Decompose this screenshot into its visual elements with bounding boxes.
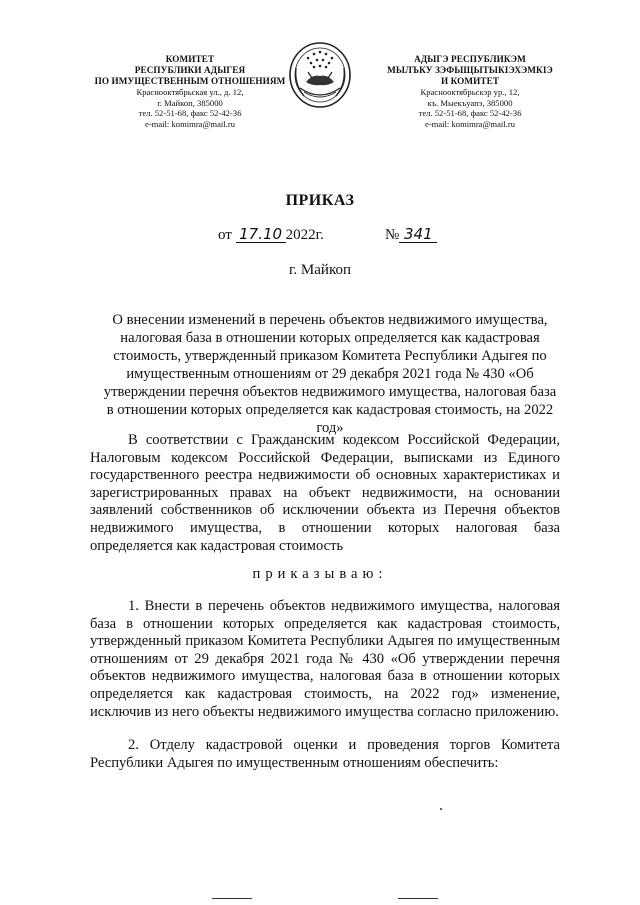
- date-year: 2022г.: [285, 227, 324, 243]
- number-prefix: №: [385, 227, 400, 243]
- header-right-addr-1: Краснооктябрьскэр ур., 12,: [420, 87, 520, 97]
- header-left-org-3: ПО ИМУЩЕСТВЕННЫМ ОТНОШЕНИЯМ: [94, 76, 286, 86]
- city: г. Майкоп: [288, 262, 352, 278]
- header-left-addr-3: тел. 52-51-68, факс 52-42-36: [138, 108, 242, 118]
- header-left-addr-1: Краснооктябрьская ул., д. 12,: [136, 87, 244, 97]
- order-item-1: 1. Внести в перечень объектов недвижимого имущества, налоговая база в отношении которых определяется как кадастровая стоимость, утвержденный приказом Комитета Республики Адыгея по имущественным отношениям от 29 декабря 2021 года № 430 «Об утверждении перечня объектов недвижимого имущества, налоговая база в отношении которых определяется как кадастровая стоимость, на 2022 год» изменение, исключив из него объекты недвижимого имущества согласно приложению.: [90, 598, 560, 720]
- header-left-addr-2: г. Майкоп, 385000: [157, 97, 223, 108]
- bottom-mark-right: [398, 898, 438, 899]
- bottom-mark-left: [212, 898, 252, 899]
- number-handwritten: 341: [399, 226, 437, 243]
- header-right-addr-4: e-mail: komimra@mail.ru: [424, 118, 515, 129]
- document-title: ПРИКАЗ: [285, 192, 355, 209]
- coat-of-arms-icon: [286, 38, 354, 110]
- header-left-addr-4: e-mail: komimra@mail.ru: [144, 118, 235, 129]
- header-left-org-1: КОМИТЕТ: [165, 54, 215, 64]
- date-field: [218, 226, 324, 244]
- header-right-org-2: МЫЛЪКУ ЗЭФЫЩЫТЫКIЭХЭМКIЭ: [387, 65, 553, 75]
- speck: [440, 808, 442, 810]
- order-subject: О внесении изменений в перечень объектов недвижимого имущества, налоговая база в отношении которых определяется как кадастровая стоимость, утвержденный приказом Комитета Республики Адыгея по имущественным отношениям от 29 декабря 2021 года № 430 «Об утверждении перечня объектов недвижимого имущества, налоговая база в отношении которых определяется как кадастровая стоимость, на 2022 год»: [103, 312, 557, 436]
- header-right-org-3: И КОМИТЕТ: [440, 76, 500, 86]
- header-left: [90, 54, 290, 129]
- preamble-paragraph: В соответствии с Гражданским кодексом Российской Федерации, Налоговым кодексом Российской Федерации, выписками из Единого государственного реестра недвижимости об основных характеристиках и зарегистрированных правах на объект недвижимости, на основании заявлений собственников об исключении объекта из Перечня объектов недвижимого имущества, в отношении которых налоговая база определяется как кадастровая стоимость: [90, 432, 560, 554]
- orders-word: приказываю:: [252, 566, 388, 582]
- header-right-org-1: АДЫГЭ РЕСПУБЛИКЭМ: [414, 54, 526, 64]
- header-right-addr-3: тел. 52-51-68, факс 52-42-36: [418, 108, 522, 118]
- date-prefix: от: [218, 227, 232, 243]
- date-handwritten: 17.10: [236, 226, 286, 243]
- order-item-2: 2. Отделу кадастровой оценки и проведения торгов Комитета Республики Адыгея по имущественным отношениям обеспечить:: [90, 737, 560, 771]
- header-right-addr-2: къ. Мыекъуапэ, 385000: [427, 97, 513, 108]
- order-number-field: [385, 226, 437, 244]
- header-right: [370, 54, 570, 129]
- header-left-org-2: РЕСПУБЛИКИ АДЫГЕЯ: [134, 65, 246, 75]
